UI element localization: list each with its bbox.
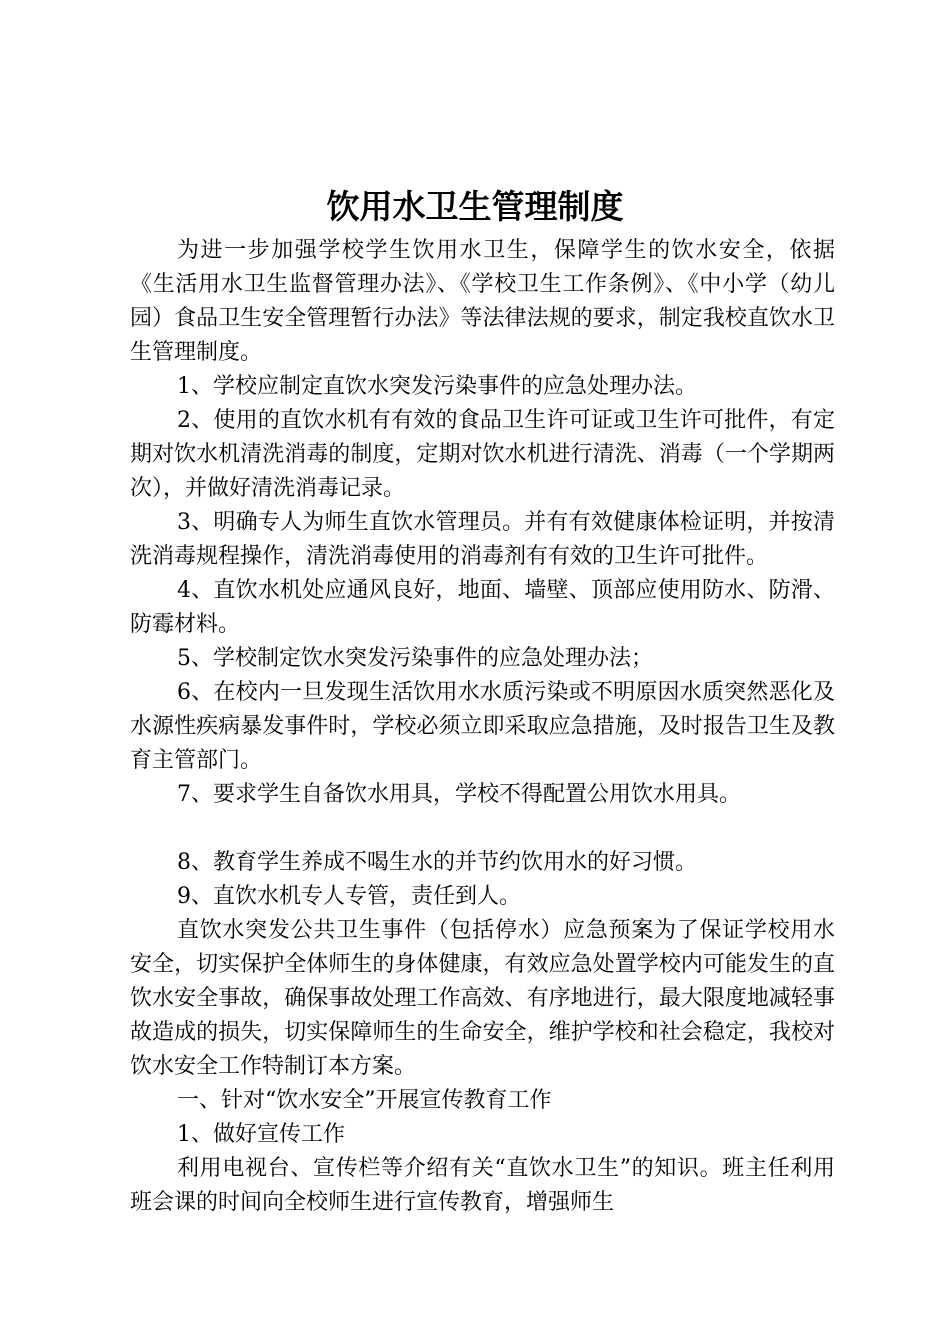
- paragraph-item-2: 2、使用的直饮水机有有效的食品卫生许可证或卫生许可批件，有定期对饮水机清洗消毒的制度，定期对饮水机进行清洗、消毒（一个学期两次），并做好清洗消毒记录。: [130, 408, 835, 501]
- paragraph-item-4: 4、直饮水机处应通风良好，地面、墙壁、顶部应使用防水、防滑、防霉材料。: [130, 578, 835, 637]
- paragraph-item-9: 9、直饮水机专人专管，责任到人。: [177, 884, 521, 909]
- paragraph-item-8: 8、教育学生养成不喝生水的并节约饮用水的好习惯。: [177, 850, 697, 875]
- document-body: [130, 234, 835, 1220]
- document-title: 饮用水卫生管理制度: [326, 187, 624, 226]
- section-heading-1: 一、针对“饮水安全”开展宣传教育工作: [177, 1088, 552, 1113]
- subsection-heading-1: 1、做好宣传工作: [177, 1122, 345, 1147]
- paragraph-item-3: 3、明确专人为师生直饮水管理员。并有有效健康体检证明，并按清洗消毒规程操作，清洗消毒使用的消毒剂有有效的卫生许可批件。: [130, 510, 835, 569]
- paragraph-item-6: 6、在校内一旦发现生活饮用水水质污染或不明原因水质突然恶化及水源性疾病暴发事件时，学校必须立即采取应急措施，及时报告卫生及教育主管部门。: [130, 680, 835, 773]
- paragraph-item-1: 1、学校应制定直饮水突发污染事件的应急处理办法。: [177, 374, 697, 399]
- paragraph-item-7: 7、要求学生自备饮水用具，学校不得配置公用饮水用具。: [177, 782, 741, 807]
- paragraph-publicity: 利用电视台、宣传栏等介绍有关“直饮水卫生”的知识。班主任利用班会课的时间向全校师生进行宣传教育，增强师生: [130, 1156, 835, 1215]
- paragraph-emergency-plan: 直饮水突发公共卫生事件（包括停水）应急预案为了保证学校用水安全，切实保护全体师生的身体健康，有效应急处置学校内可能发生的直饮水安全事故，确保事故处理工作高效、有序地进行，最大限度地减轻事故造成的损失，切实保障师生的生命安全，维护学校和社会稳定，我校对饮水安全工作特制订本方案。: [130, 918, 835, 1079]
- paragraph-item-5: 5、学校制定饮水突发污染事件的应急处理办法；: [177, 646, 653, 671]
- paragraph-intro: 为进一步加强学校学生饮用水卫生，保障学生的饮水安全，依据《生活用水卫生监督管理办法》、《学校卫生工作条例》、《中小学（幼儿园）食品卫生安全管理暂行办法》等法律法规的要求，制定我校直饮水卫生管理制度。: [130, 238, 835, 365]
- blank-line: [130, 812, 835, 846]
